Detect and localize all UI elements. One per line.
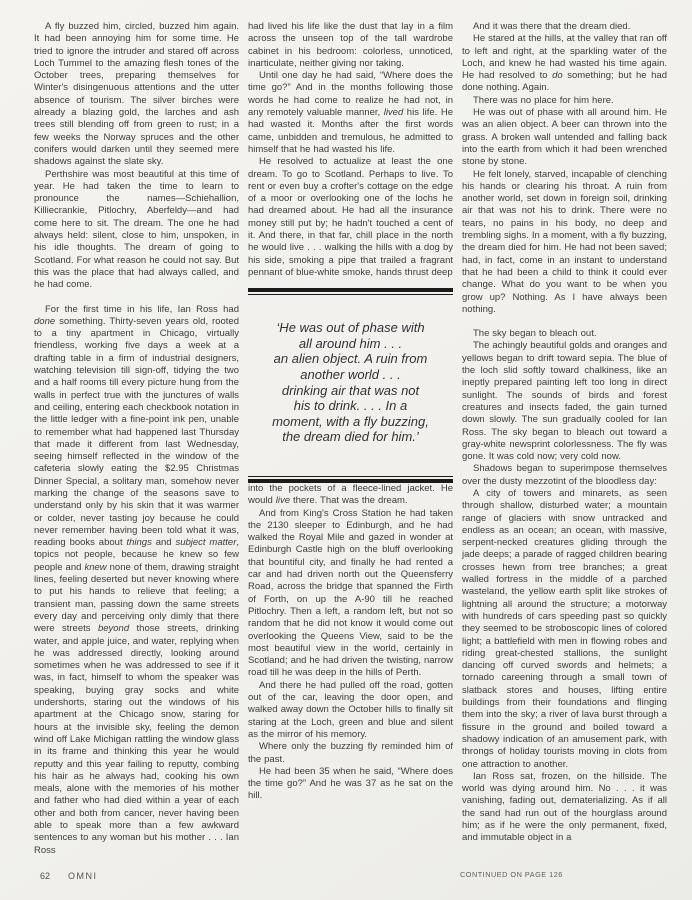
body-paragraph: And it was there that the dream died.	[473, 21, 631, 32]
body-paragraph: He felt lonely, starved, incapable of clenching his hands or clearing his throat. A ruin from another world, set down in foreign soil, drinking air that was not his to drink. There were no tears, no pains in his body, no deep and trembling sighs. In a moment, with a fly buzzing, the dream died for him. He had not been saved; had, in fact, come in an instant to understand that he had been a child to think it could ever change. What do you want to be when you grow up? Nothing. As I have always been nothing.	[462, 168, 667, 315]
page-footer-left	[40, 871, 98, 881]
text-column-1	[34, 21, 239, 857]
page-number: 62	[40, 871, 51, 881]
rule-thin-line	[248, 294, 453, 295]
body-paragraph: A city of towers and minarets, as seen through shallow, disturbed water; a mountain range of glaciers with snow untracked and endless as an ocean; an ocean, with massive, serpent-necked creatures gliding through the jade deeps; a parade of ragged children bearing crosses hewn from tree branches; a great walled fortress in the middle of a parched wasteland, the yellow earth split like strokes of lightning all around the structure; a motorway with hundreds of cars speeding past so quickly they seemed to be stroboscopic lines of colored light; a battlefield with men in flowing robes and riding great-chested stallions, the sunlight dancing off curved swords and helmets; a tornado careening through a small town of slatback stores and houses, lifting entire buildings from their foundations and flinging them into the sky; a river of lava burst through a fissure in the ground and boiled toward a shadowy indication of an amusement park, with throngs of holiday tourists moving in clots from one attraction to another.	[462, 487, 667, 770]
magazine-name: OMNI	[68, 871, 98, 881]
text-column-3	[462, 21, 667, 857]
body-paragraph: The sky began to bleach out.	[473, 328, 597, 340]
body-paragraph: And there he had pulled off the road, gotten out of the car, leaving the door open, and walked away down the October hills to finally sit staring at the Loch, green and blue and silent as the mirror of his memory.	[248, 679, 453, 740]
pull-quote-rule-top	[248, 288, 453, 295]
continued-notice: CONTINUED ON PAGE 126	[460, 870, 563, 879]
body-paragraph: For the first time in his life, Ian Ross had done something. Thirty-seven years old, rooted to a tiny apartment in Chicago, virtually friendless, working five days a week at a drafting table in a firm of industrial designers, watching television till sign-off, tidying the two and a half rooms till every picture hung from the walls in perfect true with the junctures of walls and ceiling, entering each checkbook notation in the little ledger with a fine-point ink pen, unable to remember what had happened last Thursday that made it different from last Wednesday, seeing himself reflected in the window of the cafeteria slowly eating the $2.95 Christmas Dinner Special, a solitary man, somehow never marking the change of the seasons save to understand only by his skin that it was warmer or colder, never tasting joy because he could never remember having been told what it was, reading books about things and subject matter, topics not people, because he knew so few people and knew none of them, drawing straight lines, feeling deserted but never knowing where to put his hands to relieve that feeling; a transient man, passing down the same streets every day and perceiving only dimly that there were streets beyond those streets, drinking water, and apple juice, and water, replying when he was addressed directly, looking around sometimes when he was addressed to see if it was, in fact, himself to whom the speaker was speaking, buying gray socks and white undershorts, staring out the windows of his apartment at the Chicago snow, staring for hours at the invisible sky, feeling the demon wind off Lake Michigan rattling the window glass in its frame and thinking this year he would reputty and this year failing to reputty, combing his hair as he always had, cooking his own meals, alone with the memories of his mother and father who had died within a year of each other and both from cancer, never having been able to speak more than a few awkward sentences to any woman but his mother . . . Ian Ross	[34, 303, 240, 856]
body-paragraph: Shadows began to superimpose themselves over the dusty mezzotint of the bloodless day:	[462, 463, 667, 487]
body-paragraph: He resolved to actualize at least the one dream. To go to Scotland. Perhaps to live. To rent or even buy a crofter's cottage on the edge of a moor or overlooking one of the lochs he had dreamed about. He had all the insurance money still put by; he hadn't touched a cent of it. And there, in that far, chill place in the north he would live . . . walking the hills with a dog by his side, smoking a pipe that trailed a fragrant pennant of blue-white smoke, hands thrust deep	[248, 156, 453, 278]
body-paragraph: into the pockets of a fleece-lined jacket. He would live there. That was the dream.	[248, 482, 453, 507]
pull-quote: ‘He was out of phase with all around him . . . an alien object. A ruin from another world . . . drinking air that was not his to drink. . . . In a moment, with a fly buzzing, the dream died for him.’	[272, 320, 429, 445]
body-paragraph: The achingly beautiful golds and oranges and yellows began to drift toward sepia. The blue of the loch slid softly toward chalkiness, like an ineptly prepared painting left too long in direct sunlight. The sounds of birds and forest creatures and insects faded, the gain turned down slowly. The sun gradually cooled for Ian Ross. The sky began to bleach out toward a gray-white newsprint colorlessness. The fly was gone. It was cold now; very cold now.	[462, 340, 667, 463]
body-paragraph: Ian Ross sat, frozen, on the hillside. The world was dying around him. No . . . it was vanishing, fading out, dematerializing. As if all the sand had run out of the hourglass around him; as if he were the only permanent, fixed, and immutable object in a	[462, 770, 667, 844]
body-paragraph: Until one day he had said, “Where does the time go?” And in the months following those words he had come to realize he had not, in any remotely valuable manner, lived his life. He had wasted it. Months after the first words came, unbidden and tremulous, he admitted to himself that he had wasted his life.	[248, 70, 454, 155]
body-paragraph: Where only the buzzing fly reminded him of the past.	[248, 741, 453, 765]
text-column-2	[248, 21, 453, 857]
body-paragraph: There was no place for him here.	[473, 94, 614, 106]
pull-quote-rule-bottom	[248, 476, 453, 483]
body-paragraph: He was out of phase with all around him. He was an alien object. A beer can thrown into the grass. A broken wall untended and falling back into the earth from which it had been wrenched stone by stone.	[462, 107, 667, 168]
body-paragraph: Perthshire was most beautiful at this time of year. He had taken the time to learn to pronounce the names—Schiehallion, Killiecrankie, Pitlochry, Aberfeldy—and had come here to sit. The dream. The one he had always held: silent, close to him, unspoken, in his idle thoughts. The dream of going to Scotland. For what reason he could not say. But this was the place that had always called, and he had come.	[34, 168, 239, 291]
body-paragraph: He stared at the hills, at the valley that ran off to left and right, at the sparkling water of the Loch, and knew he had wasted his time again. He had resolved to do something; but he had done nothing. Again.	[462, 33, 667, 94]
body-paragraph: He had been 35 when he said, “Where does the time go?” And he was 37 as he sat on the hill.	[248, 765, 453, 802]
body-paragraph: A fly buzzed him, circled, buzzed him again. It had been annoying him for some time. He tried to ignore the intruder and stared off across Loch Tummel to the amazing flesh tones of the October trees, preparing themselves for Winter's disingenuous attentions and the utter absence of tourism. The silver birches were already a blazing gold, the larches and ash trees still blending off from green to rust; in a few weeks the Norway spruces and the other conifers would darken until they seemed mere shadows against the slate sky.	[34, 21, 239, 168]
body-paragraph: had lived his life like the dust that lay in a film across the unseen top of the tall wardrobe cabinet in his bedroom: colorless, unnoticed, inarticulate, neither giving nor taking.	[248, 21, 453, 69]
body-paragraph: And from King's Cross Station he had taken the 2130 sleeper to Edinburgh, and he had walked the Royal Mile and gazed in wonder at Edinburgh Castle high on the bluff overlooking that bountiful city, and finally he had rented a car and had driven north out the Queensferry Road, across the bridge that spanned the Firth of Forth, on up the A-90 till he reached Pitlochry. Then a left, a random left, but not so random that he did not know it would come out overlooking the Queens View, said to be the most beautiful view in the world, certainly in Scotland; and he had driven the twisting, narrow road till he was deep in the hills of Perth.	[248, 507, 453, 679]
